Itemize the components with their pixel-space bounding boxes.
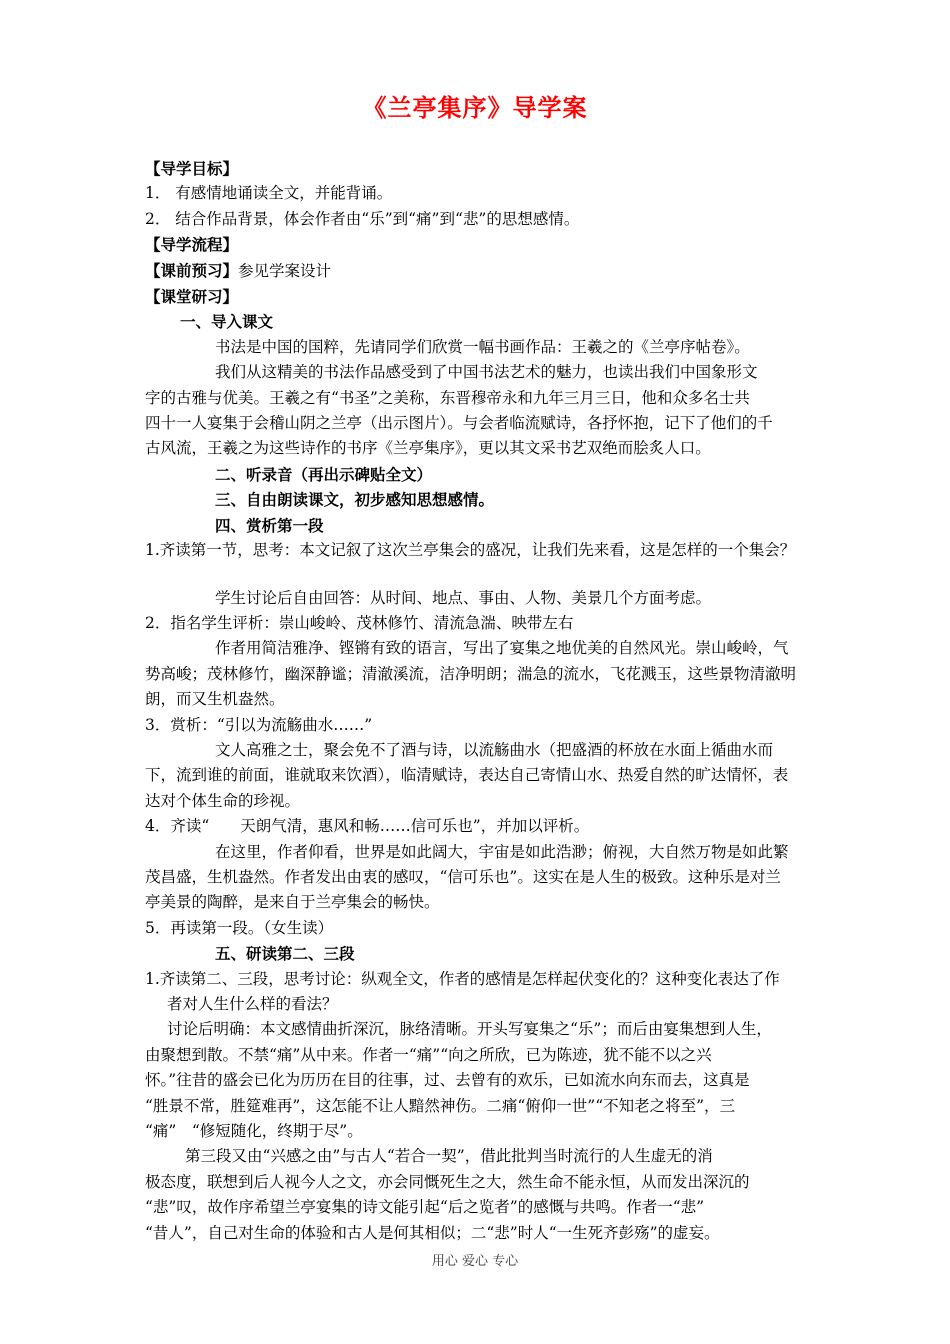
paragraph-line: 怀。”往昔的盛会已化为历历在目的往事，过、去曾有的欢乐，已如流水向东而去，这真是 bbox=[145, 1071, 750, 1090]
question-line: 1.齐读第一节，思考：本文记叙了这次兰亭集会的盛况，让我们先来看，这是怎样的一个集会？ bbox=[145, 541, 796, 560]
section-heading-goals: 【导学目标】 bbox=[145, 159, 239, 178]
question-line: 3．赏析：“引以为流觞曲水……” bbox=[145, 715, 373, 734]
paragraph-line: 学生讨论后自由回答：从时间、地点、事由、人物、美景几个方面考虑。 bbox=[215, 588, 712, 607]
subheading-intro: 一、导入课文 bbox=[180, 312, 274, 332]
subheading-para-two-three: 五、研读第二、三段 bbox=[215, 944, 355, 964]
paragraph-line: 达对个体生命的珍视。 bbox=[145, 791, 301, 810]
paragraph-line: 书法是中国的国粹，先请同学们欣赏一幅书画作品：王羲之的《兰亭序帖卷》。 bbox=[215, 337, 750, 356]
goal-item: 2． 结合作品背景，体会作者由“乐”到“痛”到“悲”的思想感情。 bbox=[145, 209, 580, 228]
paragraph-line: “胜景不常，胜筵难再”，这怎能不让人黯然神伤。二痛“俯仰一世”“不知老之将至”，三 bbox=[145, 1096, 736, 1115]
paragraph-line: 亭美景的陶醉，是来自于兰亭集会的畅快。 bbox=[145, 893, 440, 912]
paragraph-line: 茂昌盛，生机盎然。作者发出由衷的感叹，“信可乐也”。这实在是人生的极致。这种乐是对兰 bbox=[145, 867, 781, 886]
question-line: 5．再读第一段。（女生读） bbox=[145, 918, 334, 937]
goal-item: 1． 有感情地诵读全文，并能背诵。 bbox=[145, 184, 393, 203]
document-title: 《兰亭集序》导学案 bbox=[362, 94, 588, 122]
spacer bbox=[145, 564, 810, 586]
paragraph-line: 字的古雅与优美。王羲之有“书圣”之美称，东晋穆帝永和九年三月三日，他和众多名士共 bbox=[145, 388, 750, 407]
paragraph-line: 文人高雅之士，聚会免不了酒与诗，以流觞曲水（把盛酒的杯放在水面上循曲水而 bbox=[215, 740, 774, 759]
section-heading-process: 【导学流程】 bbox=[145, 235, 239, 255]
paragraph-line: 我们从这精美的书法作品感受到了中国书法艺术的魅力，也读出我们中国象形文 bbox=[215, 363, 758, 382]
paragraph-line: 四十一人宴集于会稽山阴之兰亭（出示图片）。与会者临流赋诗，各抒怀抱，记下了他们的千 bbox=[145, 414, 773, 433]
section-heading-class-study: 【课堂研习】 bbox=[145, 287, 239, 307]
paragraph-line: 者对人生什么样的看法？ bbox=[167, 995, 338, 1013]
paragraph-line: “悲”叹，故作序希望兰亭宴集的诗文能引起“后之览者”的感慨与共鸣。作者一“悲” bbox=[145, 1198, 705, 1217]
question-line: 4．齐读“ 天朗气清，惠风和畅……信可乐也”，并加以评析。 bbox=[145, 817, 590, 836]
paragraph-line: 讨论后明确：本文感情曲折深沉，脉络清晰。开头写宴集之“乐”；而后由宴集想到人生， bbox=[167, 1020, 772, 1039]
subheading-read: 三、自由朗读课文，初步感知思想感情。 bbox=[215, 490, 495, 510]
preview-text: 参见学案设计 bbox=[238, 261, 332, 280]
question-line: 1.齐读第二、三段，思考讨论：纵观全文，作者的感情是怎样起伏变化的？这种变化表达了作 bbox=[145, 969, 780, 988]
paragraph-line: 极态度，联想到后人视今人之文，亦会同慨死生之大，然生命不能永恒，从而发出深沉的 bbox=[145, 1172, 750, 1191]
question-line: 2．指名学生评析：崇山峻岭、茂林修竹、清流急湍、映带左右 bbox=[145, 613, 574, 632]
paragraph-line: 作者用简洁雅净、铿锵有致的语言，写出了宴集之地优美的自然风光。崇山峻岭，气 bbox=[215, 639, 789, 658]
paragraph-line: “痛” “修短随化，终期于尽”。 bbox=[145, 1122, 363, 1141]
paragraph-line: 朗，而又生机盎然。 bbox=[145, 690, 285, 709]
document-body bbox=[145, 156, 810, 1246]
paragraph-line: 由聚想到散。不禁“痛”从中来。作者一“痛”“向之所欣，已为陈迹，犹不能不以之兴 bbox=[145, 1045, 712, 1064]
paragraph-line: 在这里，作者仰看，世界是如此阔大，宇宙是如此浩渺；俯视，大自然万物是如此繁 bbox=[215, 842, 789, 861]
page-footer: 用心 爱心 专心 bbox=[431, 1254, 519, 1269]
paragraph-line: 第三段又由“兴感之由”与古人“若合一契”，借此批判当时流行的人生虚无的消 bbox=[185, 1147, 713, 1166]
paragraph-line: “昔人”，自己对生命的体验和古人是何其相似；二“悲”时人“一生死齐彭殇”的虚妄。 bbox=[145, 1223, 720, 1242]
subheading-para-one: 四、赏析第一段 bbox=[215, 515, 324, 535]
preview-line bbox=[145, 258, 810, 284]
paragraph-line: 古风流，王羲之为这些诗作的书序《兰亭集序》，更以其文采书艺双绝而脍炙人口。 bbox=[145, 439, 711, 458]
subheading-listen: 二、听录音（再出示碑贴全文） bbox=[215, 464, 433, 484]
paragraph-line: 下，流到谁的前面，谁就取来饮酒），临清赋诗，表达自己寄情山水、热爱自然的旷达情怀，表 bbox=[145, 766, 789, 785]
paragraph-line: 势高峻；茂林修竹，幽深静谧；清澈溪流，洁净明朗；湍急的流水，飞花溅玉，这些景物清澈明 bbox=[145, 664, 797, 683]
preview-label: 【课前预习】 bbox=[145, 260, 239, 280]
